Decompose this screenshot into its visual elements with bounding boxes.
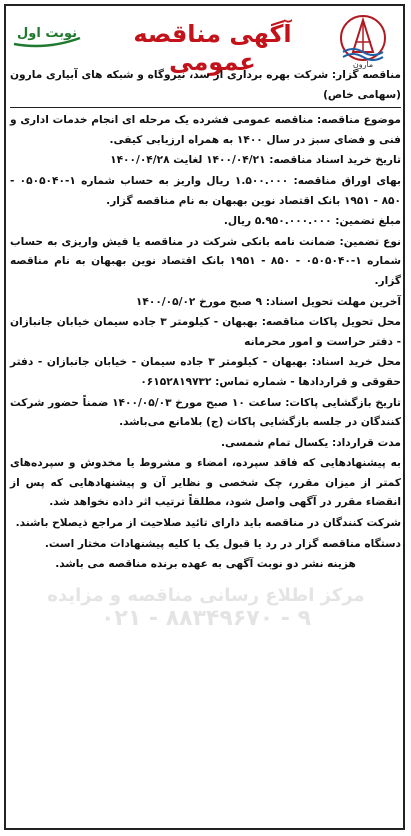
qualification-requirement: شرکت کنندگان در مناقصه باید دارای تائید صلاحیت از مراجع ذیصلاح باشند. bbox=[15, 517, 401, 530]
tender-subject: موضوع مناقصه: مناقصه عمومی فشرده یک مرحله ای انجام خدمات اداری و فنی و فضای سبز در سال ۱۴۰۰ به همراه ارزیابی کیفی. bbox=[10, 114, 401, 146]
guarantee-type: نوع تضمین: ضمانت نامه بانکی شرکت در مناقصه یا فیش واریزی به حساب شماره ۱-۰۵۰۵۰۴۰ - ۸۵۰ - ۱۹۵۱ بانک اقتصاد نوین بهبهان به نام مناقصه گزار. bbox=[10, 235, 401, 287]
document-price: بهای اوراق مناقصه: ۱.۵۰۰.۰۰۰ ریال واریز به حساب شماره ۱-۰۵۰۵۰۴۰ - ۸۵۰ - ۱۹۵۱ بانک اقتصاد نوین بهبهان به نام مناقصه گزار. bbox=[10, 174, 401, 207]
ad-body bbox=[10, 66, 401, 576]
opening-date: تاریخ بازگشایی پاکات: ساعت ۱۰ صبح مورخ ۱۴۰۰/۰۵/۰۳ ضمناً حضور شرکت کنندگان در جلسه بازگشایی پاکات (ج) بلامانع می‌باشد. bbox=[10, 396, 401, 429]
document-purchase-date: تاریخ خرید اسناد مناقصه: ۱۴۰۰/۰۴/۲۱ لغایت ۱۴۰۰/۰۴/۲۸ bbox=[110, 154, 401, 167]
logo-caption: مارون bbox=[352, 60, 374, 69]
ad-header bbox=[6, 8, 403, 76]
submission-deadline: آخرین مهلت تحویل اسناد: ۹ صبح مورخ ۱۴۰۰/۰۵/۰۲ bbox=[135, 295, 401, 308]
submission-place: محل تحویل پاکات مناقصه: بهبهان - کیلومتر ۳ جاده سیمان خیابان جانبازان - دفتر حراست و امور محرمانه bbox=[10, 316, 401, 348]
guarantee-amount: مبلغ تضمین: ۵.۹۵۰.۰۰۰.۰۰۰ ریال. bbox=[223, 215, 401, 228]
ad-title: آگهی مناقصه عمومی bbox=[133, 20, 292, 76]
publication-cost: هزینه نشر دو نوبت آگهی به عهده برنده مناقصه می باشد. bbox=[55, 558, 356, 571]
purchase-place: محل خرید اسناد: بهبهان - کیلومتر ۳ جاده سیمان - خیابان جانبازان - دفتر حقوقی و قراردادها - شماره تماس: ۰۶۱۵۲۸۱۹۷۳۲ bbox=[10, 356, 401, 388]
edition-badge: نوبت اول bbox=[16, 26, 78, 41]
divider bbox=[10, 107, 401, 108]
contract-duration: مدت قرارداد: یکسال تمام شمسی. bbox=[220, 436, 401, 449]
watermark-phone: ۰۲۱ - ۸۸۳۴۹۶۷۰ - ۹ bbox=[100, 606, 312, 631]
authority-right: دستگاه مناقصه گزار در رد یا قبول یک یا کلیه پیشنهادات مختار است. bbox=[44, 537, 401, 550]
rejection-conditions: به پیشنهادهایی که فاقد سپرده، امضاء و مشروط یا مخدوش و سپرده‌های کمتر از میزان مقرر، چک شخصی و نظایر آن و پیشنهادهایی که پس از انقضاء مقرر در آگهی واصل شود، مطلقاً ترتیب اثر داده نخواهد شد. bbox=[10, 457, 401, 509]
tender-organizer: مناقصه گزار: شرکت بهره برداری از سد، نیروگاه و شبکه های آبیاری مارون (سهامی خاص) bbox=[10, 69, 401, 101]
watermark-text: مرکز اطلاع رسانی مناقصه و مزایده bbox=[47, 585, 365, 606]
